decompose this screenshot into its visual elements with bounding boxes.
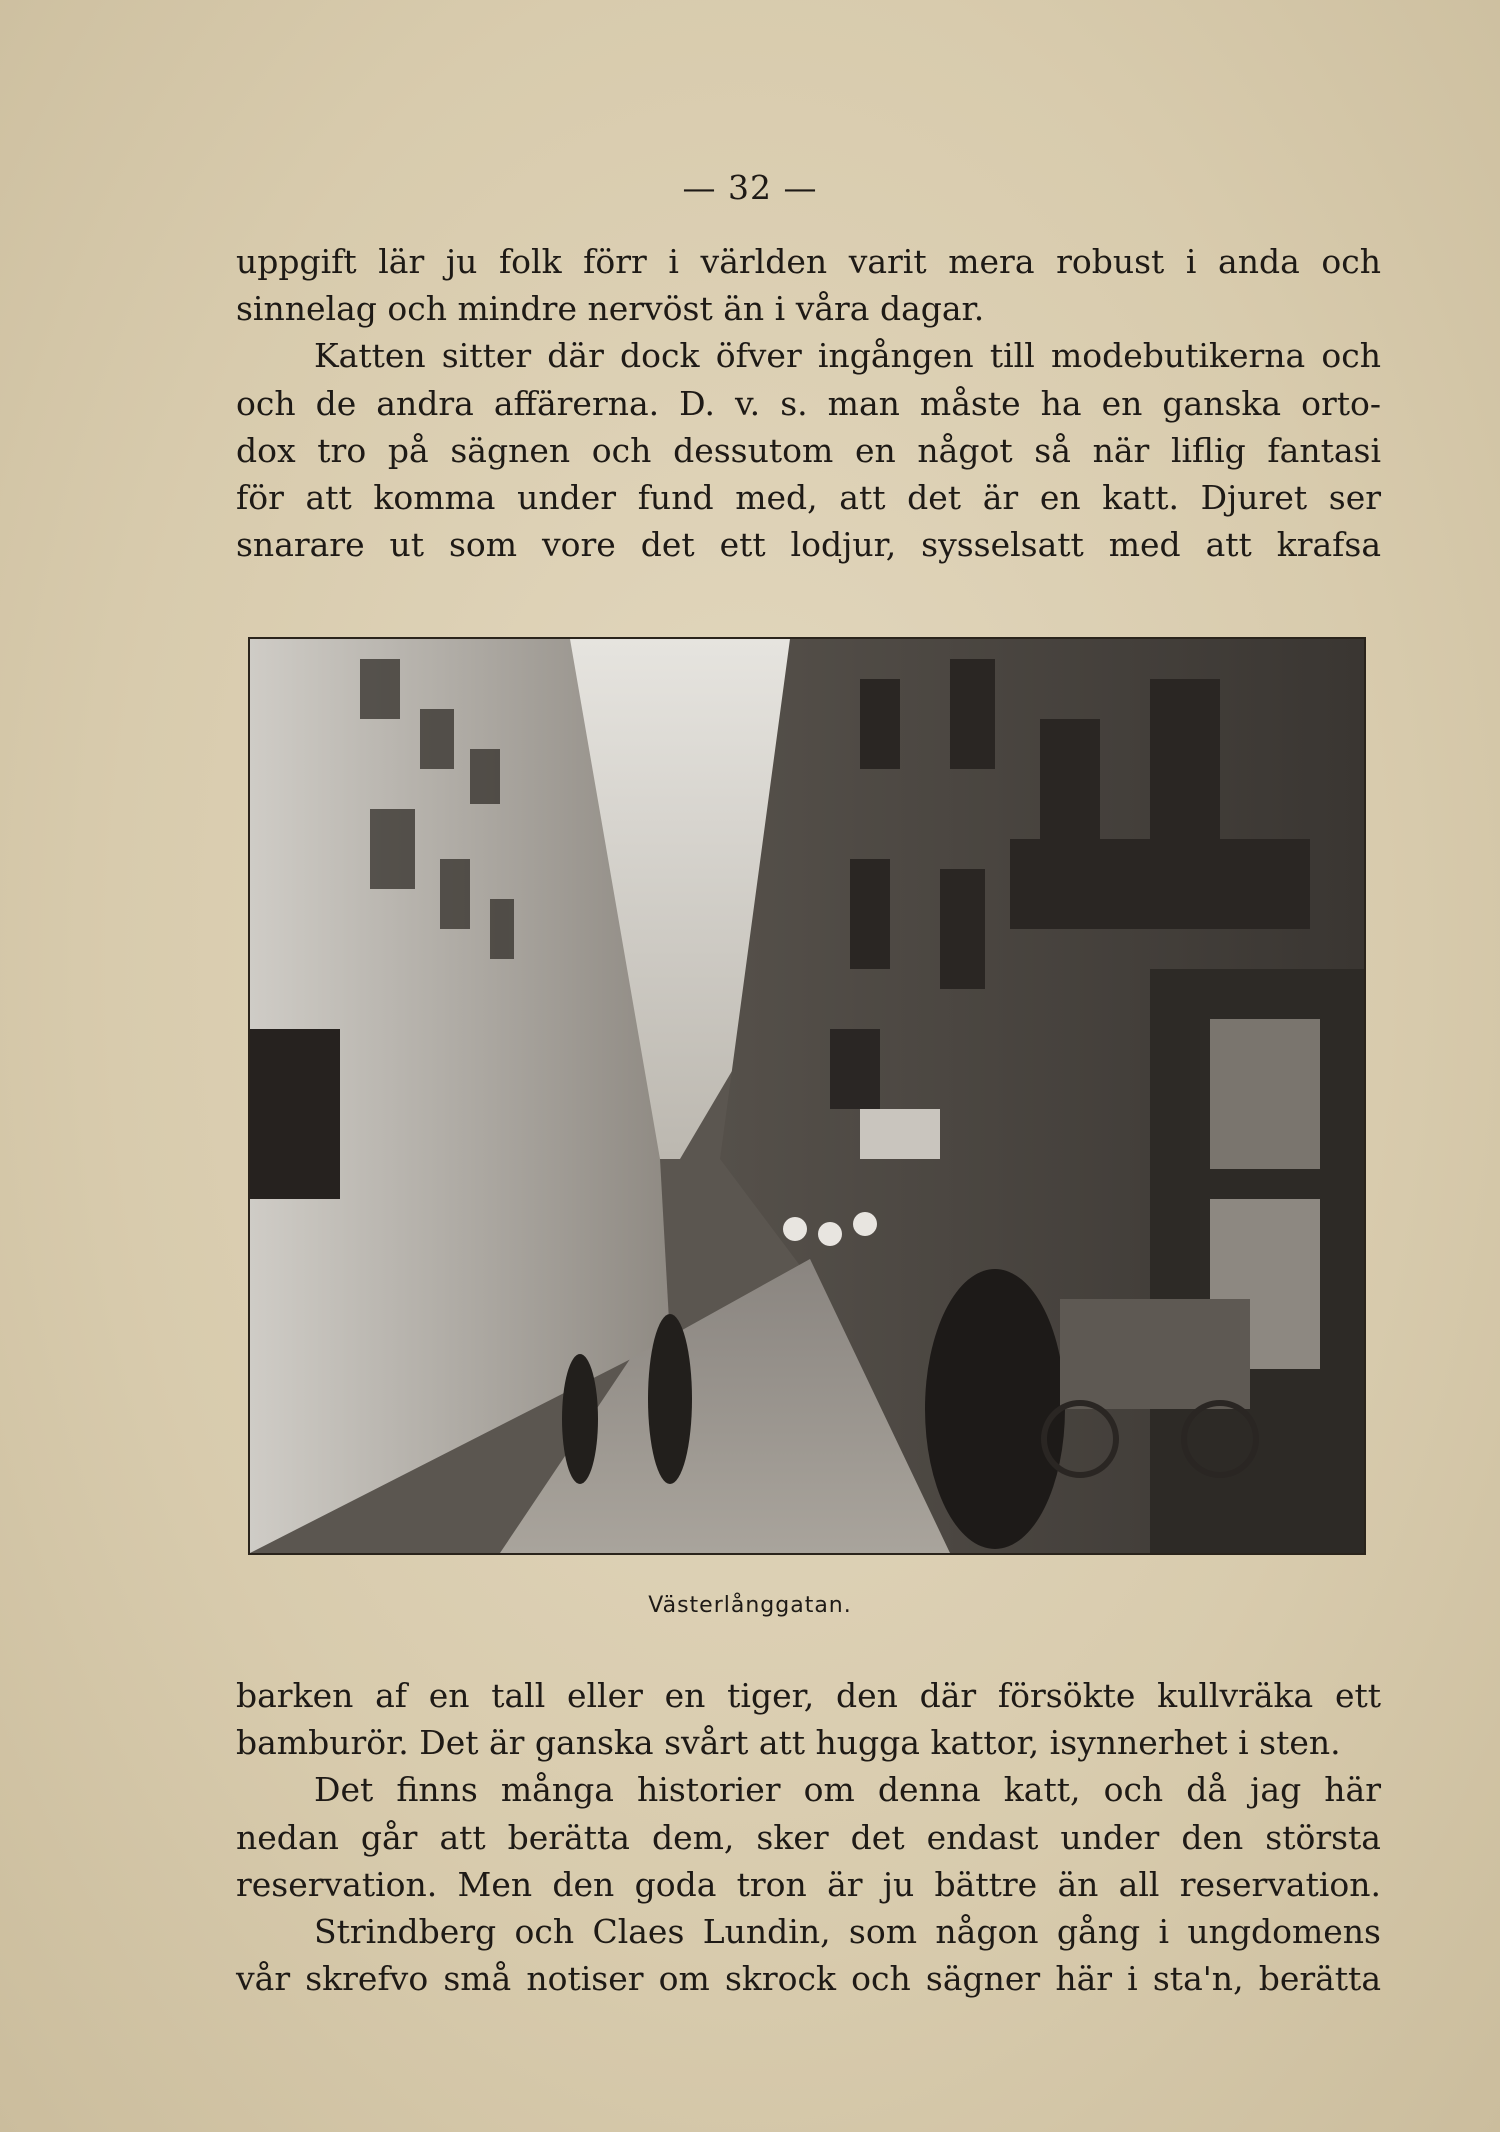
text-line: reservation. Men den goda tron är ju bättre än all reservation. (236, 1864, 1381, 1904)
photograph-figure (248, 637, 1366, 1555)
text-lines-top (236, 238, 1381, 568)
text-line: barken af en tall eller en tiger, den där försökte kullvräka ett (236, 1676, 1381, 1715)
text-line: snarare ut som vore det ett lodjur, sysselsatt med att krafsa (236, 525, 1381, 565)
text-line: dox tro på sägnen och dessutom en något så när liflig fantasi (236, 430, 1381, 470)
text-line: nedan går att berätta dem, sker det endast under den största (236, 1817, 1381, 1857)
text-line: för att komma under fund med, att det är en katt. Djuret ser (236, 477, 1381, 517)
text-line: Katten sitter där dock öfver ingången till modebutikerna och (314, 336, 1381, 376)
street-photograph (250, 639, 1364, 1553)
text-line: Det finns många historier om denna katt, och då jag här (314, 1770, 1381, 1810)
text-line: och de andra affärerna. D. v. s. man måste ha en ganska orto- (236, 383, 1381, 423)
text-line: Strindberg och Claes Lundin, som någon gång i ungdomens (314, 1911, 1381, 1951)
text-line: uppgift lär ju folk förr i världen varit mera robust i anda och (236, 242, 1381, 281)
page-number: — 32 — (682, 168, 818, 207)
text-line: vår skrefvo små notiser om skrock och sägner här i sta'n, berätta (236, 1959, 1381, 1999)
text-line: sinnelag och mindre nervöst än i våra dagar. (236, 289, 985, 329)
text-lines-bottom (236, 1672, 1381, 2002)
figure-caption: Västerlånggatan. (648, 1593, 852, 1618)
text-line: bamburör. Det är ganska svårt att hugga kattor, isynnerhet i sten. (236, 1723, 1341, 1763)
